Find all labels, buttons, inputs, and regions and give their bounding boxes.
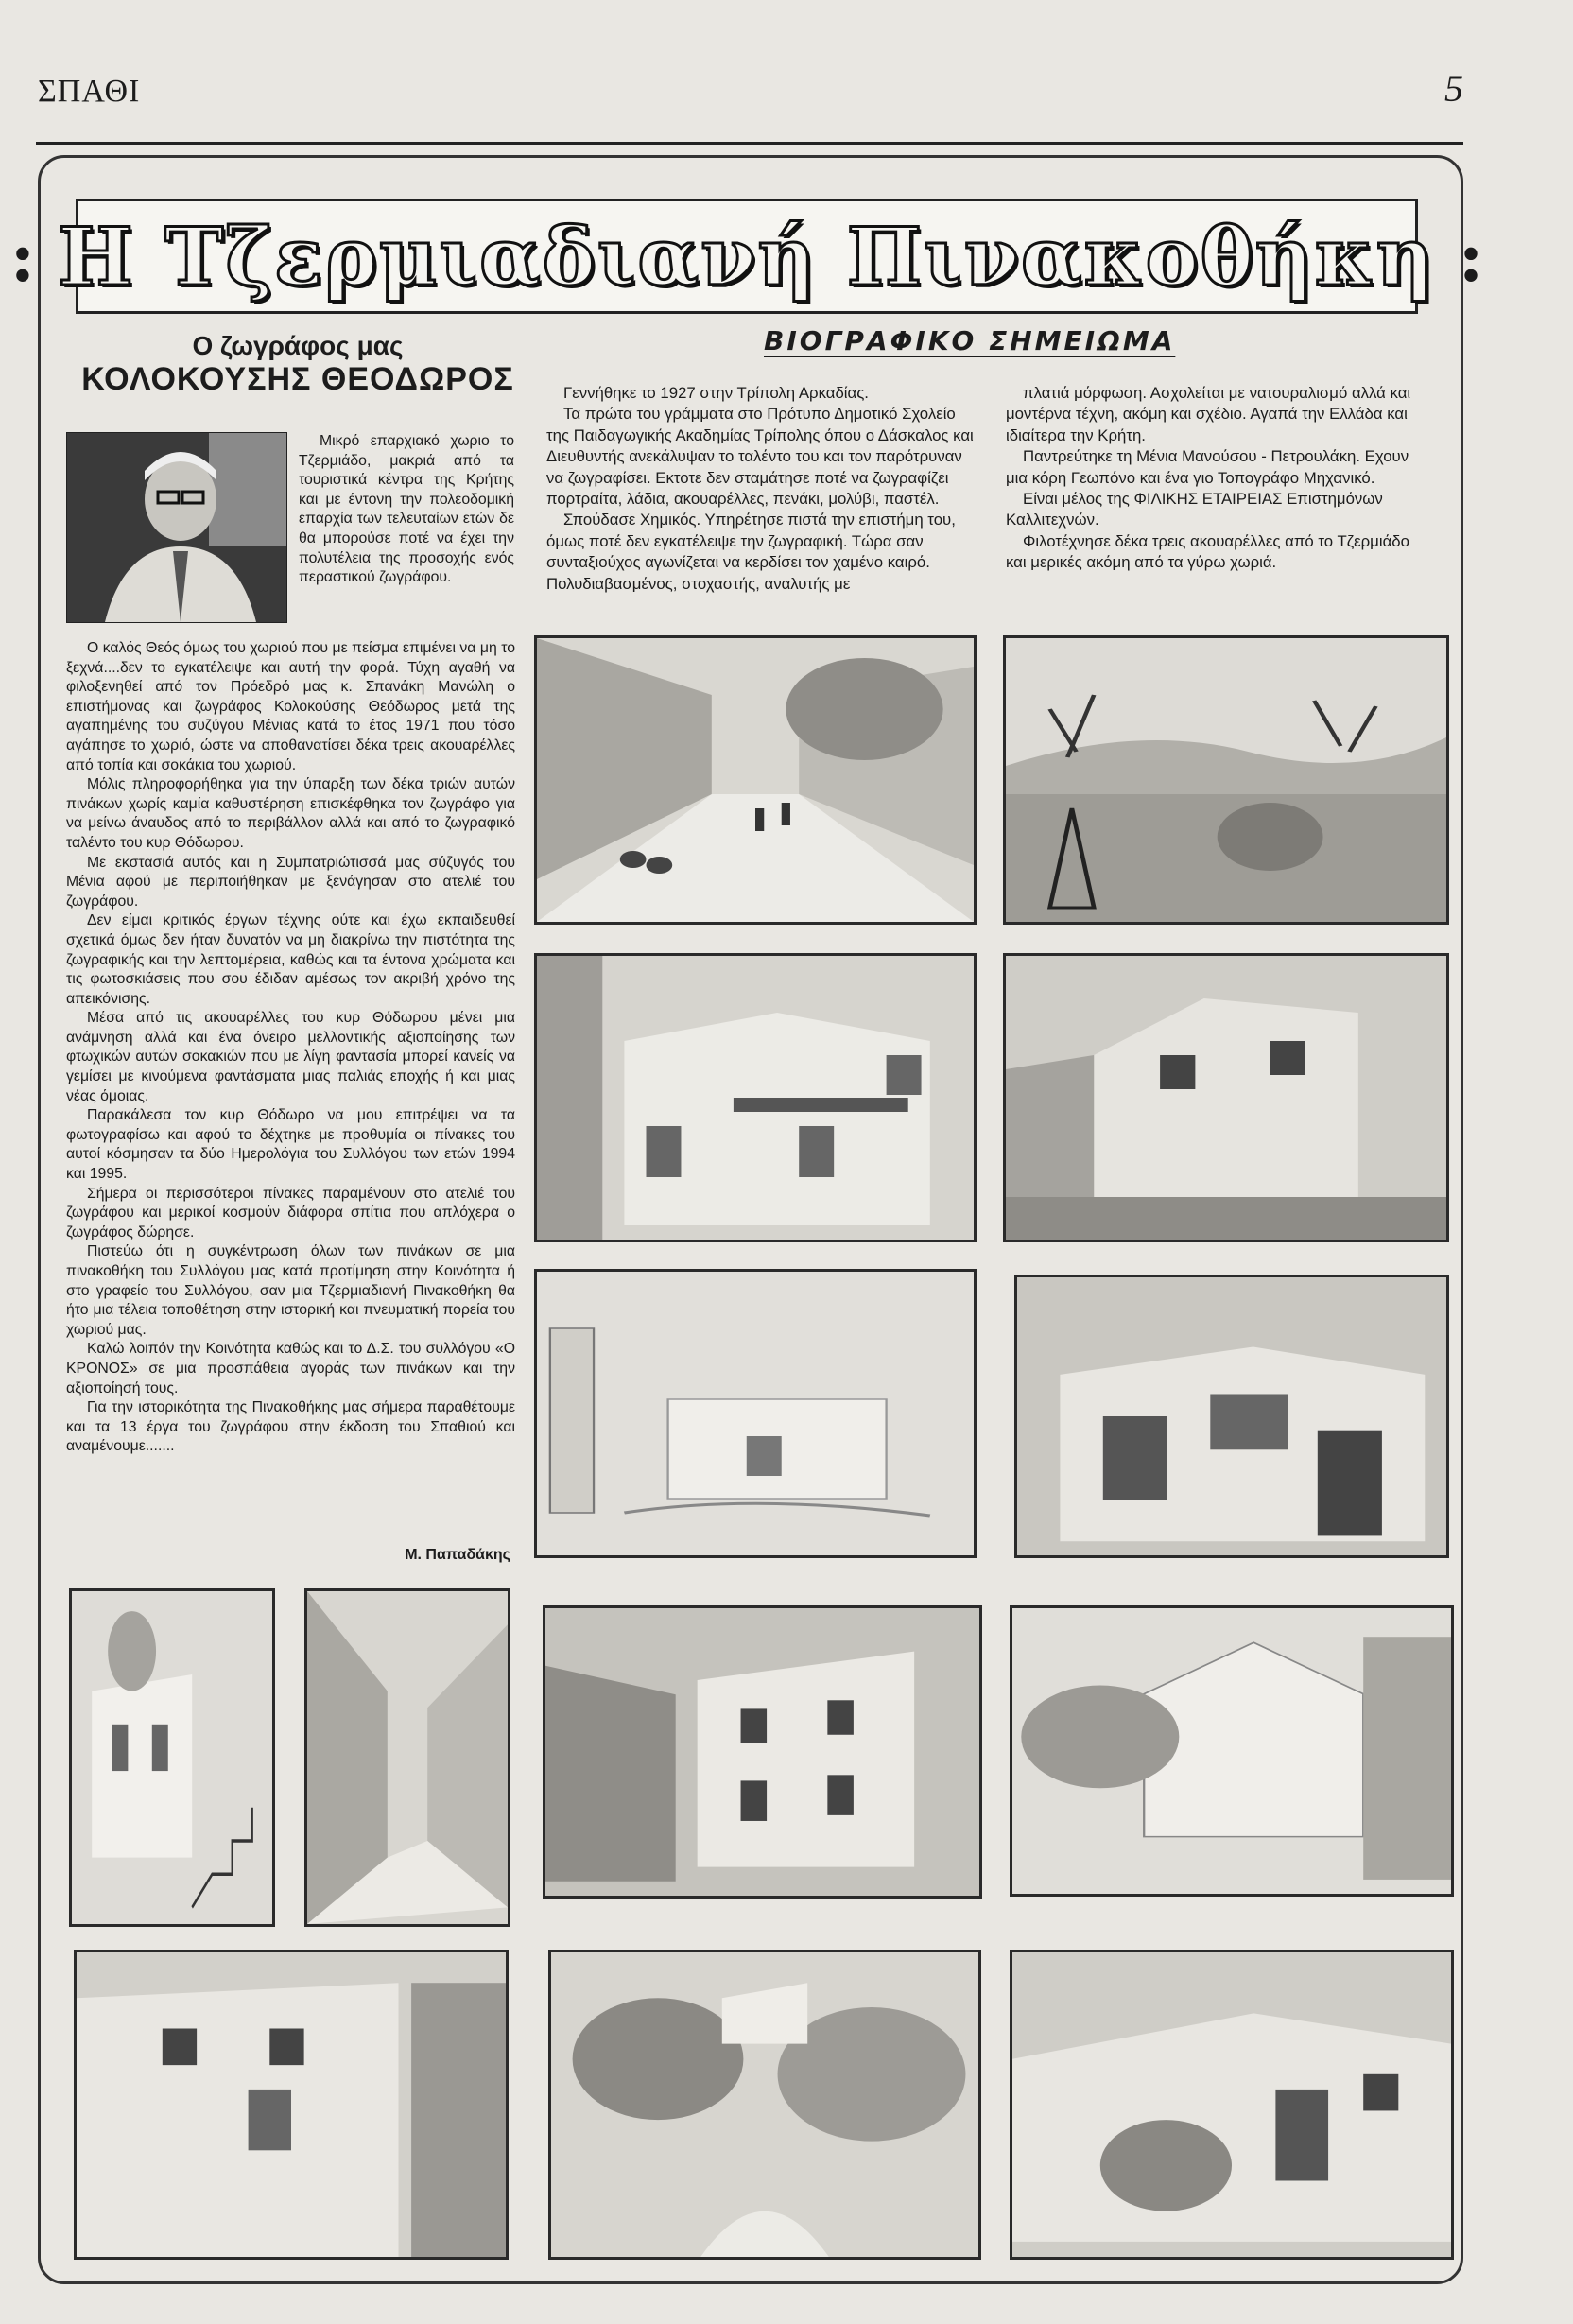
bio-paragraph: πλατιά μόρφωση. Ασχολείται με νατουραλισμό αλλά και μοντέρνα τέχνη, ακόμη και σχέδιο. Αγαπά την Ελλάδα και ιδιαίτερα την Κρήτη. xyxy=(1006,384,1411,444)
article-paragraph: Ο καλός Θεός όμως του χωριού που με πείσμα επιμένει να μη το ξεχνά....δεν το εγκατέλειψε και αυτή την φορά. Τύχη αγαθή να φιλοξενηθεί από τον Πρόεδρό μας κ. Σπανάκη Μανώλη ο επιστήμονας και ζωγράφος Κολοκούσης Θεόδωρος μετά της αγαπημένης του συζύγου Μένιας κατά το έτος 1971 που τόσο αγάπησε το χωριό, ώστε να αποθανατίσει δέκα τρεις ακουαρέλλες από τοπία και σοκάκια του χωριού. xyxy=(66,640,515,773)
painter-portrait-photo xyxy=(66,432,287,623)
painting-hillside xyxy=(548,1950,981,2260)
article-paragraph: Παρακάλεσα τον κυρ Θόδωρο να μου επιτρέψει να τα φωτογραφίσω και αφού το δέχτηκε με προθυμία οι πίνακες του αυτοί κόσμησαν τα δύο Ημερολόγια του Συλλόγου των ετών 1994 και 1995. xyxy=(66,1107,515,1183)
bio-paragraph: Γεννήθηκε το 1927 στην Τρίπολη Αρκαδίας. xyxy=(563,384,869,402)
painter-heading xyxy=(66,331,529,398)
banner-dot-right: : xyxy=(1458,216,1484,297)
painting-stone-house xyxy=(1003,953,1449,1242)
painting-steps-house xyxy=(69,1588,275,1927)
painting-village-street xyxy=(534,635,977,925)
article-paragraph: Καλώ λοιπόν την Κοινότητα καθώς και το Δ.Σ. του συλλόγου «Ο ΚΡΟΝΟΣ» σε μια προσπάθεια αγοράς των πινάκων και την αξιοποίησή τους. xyxy=(66,1341,515,1396)
article-body xyxy=(66,639,515,1457)
bio-paragraph: Είναι μέλος της ΦΙΛΙΚΗΣ ΕΤΑΙΡΕΙΑΣ Επιστημόνων Καλλιτεχνών. xyxy=(1006,490,1383,529)
bio-paragraph: Σπούδασε Χημικός. Υπηρέτησε πιστά την επιστήμη του, όμως ποτέ δεν εγκατέλειψε την ζωγραφική. Τώρα σαν συνταξιούχος αγωνίζεται να κερδίσει τον χαμένο καιρό. Πολυδιαβασμένος, στοχαστής, αναλυτής με xyxy=(546,511,956,593)
painting-chapel xyxy=(534,1269,977,1558)
painting-house-with-tree xyxy=(1010,1605,1454,1897)
painting-courtyard xyxy=(1010,1950,1454,2260)
intro-paragraph: Μικρό επαρχιακό χωριο το Τζερμιάδο, μακριά από τα τουριστικά κέντρα της Κρήτης και με έντονη την πολεοδομική επαρχία των τελευταίων ετών δε θα μπορούσε ποτέ να έχει την πολυτέλεια της προσοχής ενός περαστικού ζωγράφου. xyxy=(299,433,514,586)
bio-paragraph: Τα πρώτα του γράμματα στο Πρότυπο Δημοτικό Σχολείο της Παιδαγωγικής Ακαδημίας Τρίπολης όπου ο Δάσκαλος και Διευθυντής ανεκάλυψαν το ταλέντο του και τον παρότρυναν να ζωγραφίσει. Εκτοτε δεν σταμάτησε ποτέ να ζωγραφίζει πορτραίτα, λάδια, ακουαρέλλες, πενάκι, μολύβι, παστέλ. xyxy=(546,405,974,509)
article-paragraph: Πιστεύω ότι η συγκέντρωση όλων των πινάκων σε μια πινακοθήκη του Συλλόγου μας κατά προτίμηση στην Κοινότητα ή στο γραφείο του Συλλόγου, σαν μια Τζερμιαδιανή Πινακοθήκη θα ήτο μια τέλεια τοποθέτηση στην ιστορική και πνευματική πορεία του χωριού μας. xyxy=(66,1243,515,1338)
bio-heading: ΒΙΟΓΡΑΦΙΚΟ ΣΗΜΕΙΩΜΑ xyxy=(764,325,1176,356)
article-paragraph: Για την ιστορικότητα της Πινακοθήκης μας σήμερα παραθέτουμε και τα 13 έργα του ζωγράφου στην έκδοση του Σπαθιού και αναμένουμε....... xyxy=(66,1399,515,1455)
painter-heading-line1: Ο ζωγράφος μας xyxy=(192,331,404,360)
article-paragraph: Με εκστασιά αυτός και η Συμπατριώτισσά μας σύζυγός του Μένια αφού με περιποιήθηκαν με ξενάγησαν στο ατελιέ του ζωγράφου. xyxy=(66,854,515,910)
article-paragraph: Μέσα από τις ακουαρέλλες του κυρ Θόδωρου μένει μια ανάμνηση αλλά και ένα όνειρο μελλοντικής αξιοποίησης των φτωχικών αυτών σοκακιών που με λίγη φαντασία μπορεί κανείς να γεμίσει με κινούμενα φαντάσματα μιας παλιάς εποχής ή και μιας νέας όμοιας. xyxy=(66,1010,515,1104)
painting-balcony-house xyxy=(534,953,977,1242)
article-signature: Μ. Παπαδάκης xyxy=(405,1547,510,1563)
header-rule xyxy=(36,142,1463,145)
article-paragraph: Σήμερα οι περισσότεροι πίνακες παραμένουν στο ατελιέ του ζωγράφου και μερικοί κοσμούν διάφορα σπίτια που απλόχερα ο ζωγράφος δώρησε. xyxy=(66,1185,515,1240)
page-number: 5 xyxy=(1444,67,1463,110)
bio-paragraph: Φιλοτέχνησε δέκα τρεις ακουαρέλλες από το Τζερμιάδο και μερικές ακόμη από τα γύρω χωριά. xyxy=(1006,531,1409,572)
painting-alley xyxy=(304,1588,510,1927)
painting-corner-shop xyxy=(1014,1275,1449,1558)
painting-windmills xyxy=(1003,635,1449,925)
painter-name: ΚΟΛΟΚΟΥΣΗΣ ΘΕΟΔΩΡΟΣ xyxy=(81,361,514,397)
painting-old-mansion xyxy=(74,1950,509,2260)
bio-column-right xyxy=(1006,383,1420,574)
bio-paragraph: Παντρεύτηκε τη Μένια Μανούσου - Πετρουλάκη. Εχουν μια κόρη Γεωπόνο και ένα γιο Τοπογράφο Μηχανικό. xyxy=(1006,447,1409,487)
article-paragraph: Δεν είμαι κριτικός έργων τέχνης ούτε και έχω εκπαιδευθεί σχετικά όμως δεν ήταν δυνατόν να μη διακρίνω την πιστότητα της ζωγραφικής και την λεπτομέρεια, καθώς και τα έντονα χρώματα και τις φωτοσκιάσεις που σου έδιδαν αμέσως τον ακριβή χρόνο της απεικόνισης. xyxy=(66,912,515,1007)
banner-dot-left: : xyxy=(9,216,36,297)
newspaper-name: ΣΠΑΘΙ xyxy=(38,74,141,109)
title-banner xyxy=(9,199,1484,314)
bio-column-left xyxy=(546,383,974,595)
banner-title: Η Τζερμιαδιανή Πινακοθήκη xyxy=(58,209,1436,304)
article-paragraph: Μόλις πληροφορήθηκα για την ύπαρξη των δέκα τριών αυτών πινάκων χωρίς καμία καθυστέρηση επισκέφθηκα τον ζωγράφο για να μείνω άναυδος από το περιβάλλον αλλά και από το ζωγραφικό ταλέντο του κυρ Θόδωρου. xyxy=(66,776,515,851)
painting-two-story-house xyxy=(543,1605,982,1899)
